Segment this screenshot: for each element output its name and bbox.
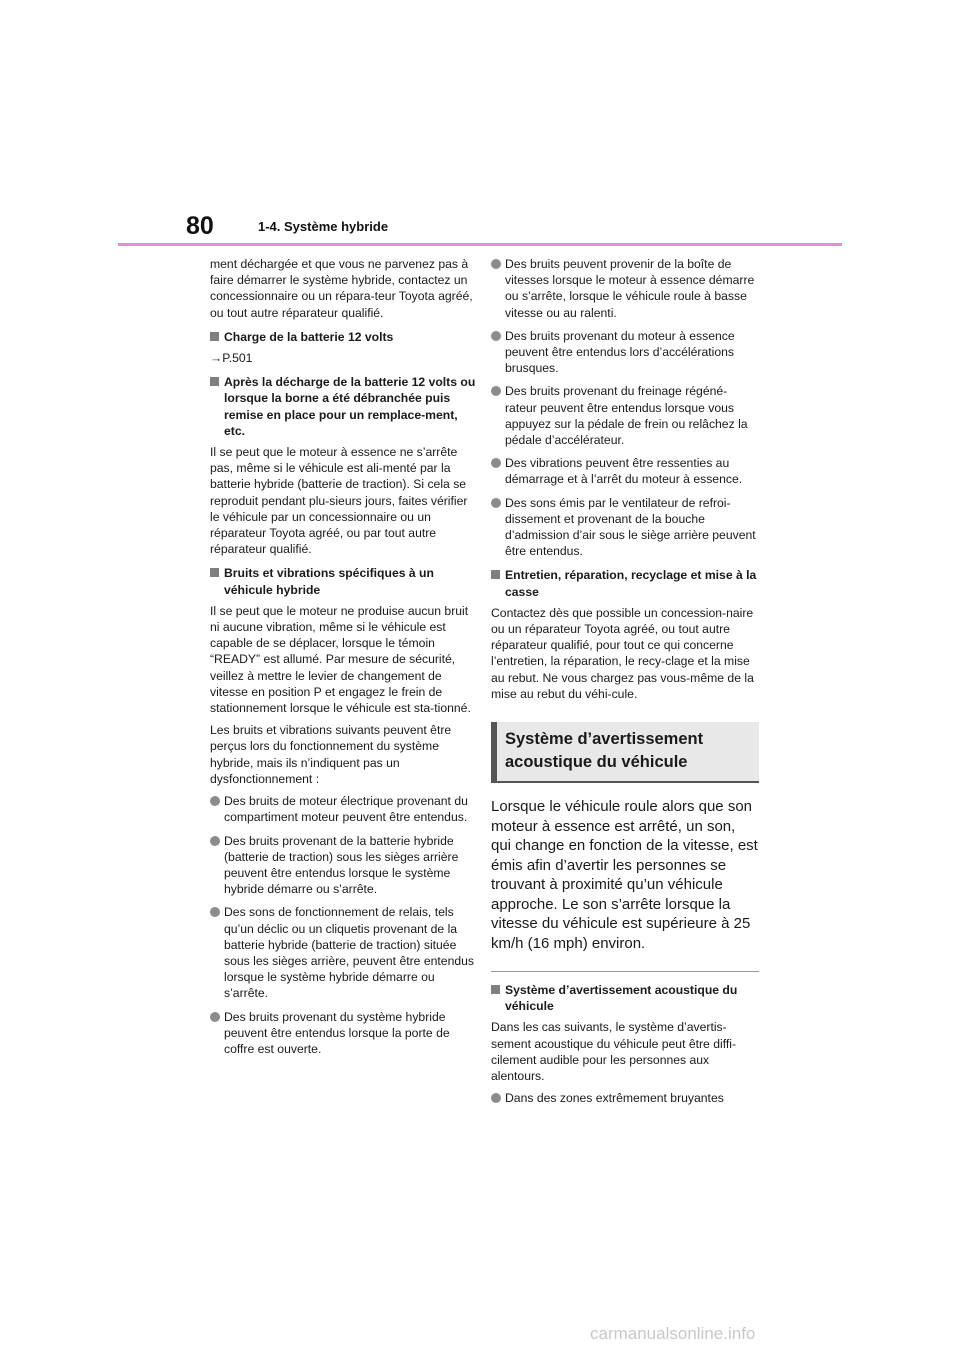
list-item <box>210 793 478 825</box>
circle-bullet-icon <box>491 1093 501 1103</box>
paragraph: Il se peut que le moteur ne produise aucun bruit ni aucune vibration, même si le véhicule est capable de se déplacer, lorsque le témoin “READY” est allumé. Par mesure de sécurité, veillez à mettre le levier de changement de vitesse en position P et engagez le frein de stationnement lorsque le véhicule est sta-tionné. <box>210 603 471 716</box>
list-item <box>491 1090 759 1106</box>
subheading <box>491 567 759 599</box>
list-item-text: Des vibrations peuvent être ressenties au démarrage et à l’arrêt du moteur à essence. <box>505 456 743 487</box>
circle-bullet-icon <box>491 498 501 508</box>
paragraph: Contactez dès que possible un concession-naire ou un réparateur Toyota agréé, ou tout autre réparateur qualifié, pour tout ce qui concerne l’entretien, la réparation, le recy-clage et la mise au rebut. Ne vous chargez pas vous-même de la mise au rebut du véhi-cule. <box>491 605 754 701</box>
subheading-text: Bruits et vibrations spécifiques à un véhicule hybride <box>224 566 434 597</box>
list-item <box>210 904 478 1001</box>
list-item <box>491 495 759 560</box>
paragraph: Il se peut que le moteur à essence ne s’arrête pas, même si le véhicule est ali-menté par la batterie hybride (batterie de traction). Si cela se reproduit pendant plu-sieurs jours, faites vérifier le véhicule par un concessionnaire ou un réparateur Toyota agréé, ou par tout autre réparateur qualifié. <box>210 445 468 557</box>
list-item <box>491 256 759 321</box>
list-item-text: Des bruits de moteur électrique provenant du compartiment moteur peuvent être entendus. <box>224 794 468 825</box>
paragraph: Dans les cas suivants, le système d’avertis-sement acoustique du véhicule peut être diffi-cilement audible pour les personnes aux alentours. <box>491 1020 737 1084</box>
circle-bullet-icon <box>491 259 501 269</box>
list-item-text: Des sons émis par le ventilateur de refroi-dissement et provenant de la bouche d’admission d’air sous le siège arrière peuvent être entendus. <box>505 495 756 559</box>
page-reference: →P.501 <box>210 351 253 366</box>
list-item-text: Des bruits peuvent provenir de la boîte de vitesses lorsque le moteur à essence démarre ou s’arrête, lorsque le véhicule roule à basse vitesse ou au ralenti. <box>505 257 755 320</box>
section-heading-text: Système d’avertissement acoustique du véhicule <box>505 730 704 772</box>
square-bullet-icon <box>491 985 500 994</box>
list-item <box>491 455 759 487</box>
circle-bullet-icon <box>210 836 220 846</box>
list-item <box>491 383 759 448</box>
subheading-text: Système d’avertissement acoustique du véhicule <box>505 983 738 1014</box>
right-column <box>491 256 759 1114</box>
square-bullet-icon <box>491 570 500 579</box>
heading-accent-bar <box>491 722 497 783</box>
list-item-text: Des bruits provenant du freinage régéné-rateur peuvent être entendus lorsque vous appuyez sur la pédale de frein ou relâchez la pédale d’accélérateur. <box>505 384 748 448</box>
list-item-text: Des bruits provenant de la batterie hybride (batterie de traction) sous les sièges arrière peuvent être entendus lorsque le système hybride démarre ou s’arrête. <box>224 833 459 897</box>
header-rule <box>118 243 842 246</box>
subheading <box>210 565 478 597</box>
divider <box>491 971 759 972</box>
circle-bullet-icon <box>210 1012 220 1022</box>
circle-bullet-icon <box>210 796 220 806</box>
circle-bullet-icon <box>491 458 501 468</box>
list-item-text: Des sons de fonctionnement de relais, tels qu’un déclic ou un cliquetis provenant de la batterie hybride (batterie de traction) située sous les sièges arrière, peuvent être entendus lorsque le système hybride démarre ou s’arrête. <box>224 905 474 1001</box>
intro-paragraph: Lorsque le véhicule roule alors que son moteur à essence est arrêté, un son, qui change en fonction de la vitesse, est émis afin d’avertir les personnes se trouvant à proximité qu’un véhicule approche. Le son s’arrête lorsque la vitesse du véhicule est supérieure à 25 km/h (16 mph) environ. <box>491 798 758 952</box>
square-bullet-icon <box>210 377 219 386</box>
page-number: 80 <box>186 212 214 240</box>
square-bullet-icon <box>210 568 219 577</box>
watermark: carmanualsonline.info <box>590 1324 756 1343</box>
subheading-text: Charge de la batterie 12 volts <box>224 329 394 344</box>
list-item <box>210 833 478 898</box>
subheading <box>491 982 759 1014</box>
paragraph: Les bruits et vibrations suivants peuvent être perçus lors du fonctionnement du système hybride, mais ils n’indiquent pas un dysfonctionnement : <box>210 723 452 786</box>
list-item-text: Des bruits provenant du système hybride peuvent être entendus lorsque la porte de coffre est ouverte. <box>224 1009 450 1056</box>
subheading <box>210 374 478 439</box>
list-item-text: Dans des zones extrêmement bruyantes <box>505 1091 724 1106</box>
list-item <box>491 328 759 377</box>
left-column <box>210 256 478 1064</box>
paragraph: ment déchargée et que vous ne parvenez pas à faire démarrer le système hybride, contactez un concessionnaire ou un répara-teur Toyota agréé, ou tout autre réparateur qualifié. <box>210 257 473 320</box>
subheading-text: Entretien, réparation, recyclage et mise à la casse <box>505 568 757 599</box>
circle-bullet-icon <box>491 331 501 341</box>
subheading-text: Après la décharge de la batterie 12 volts ou lorsque la borne a été débranchée puis remise en place pour un remplace-ment, etc. <box>224 375 476 438</box>
subheading <box>210 329 478 345</box>
circle-bullet-icon <box>491 386 501 396</box>
section-title: 1-4. Système hybride <box>258 219 389 234</box>
square-bullet-icon <box>210 332 219 341</box>
circle-bullet-icon <box>210 907 220 917</box>
list-item-text: Des bruits provenant du moteur à essence peuvent être entendus lors d’accélérations brusques. <box>505 328 735 376</box>
section-heading-box <box>491 722 759 783</box>
list-item <box>210 1009 478 1058</box>
